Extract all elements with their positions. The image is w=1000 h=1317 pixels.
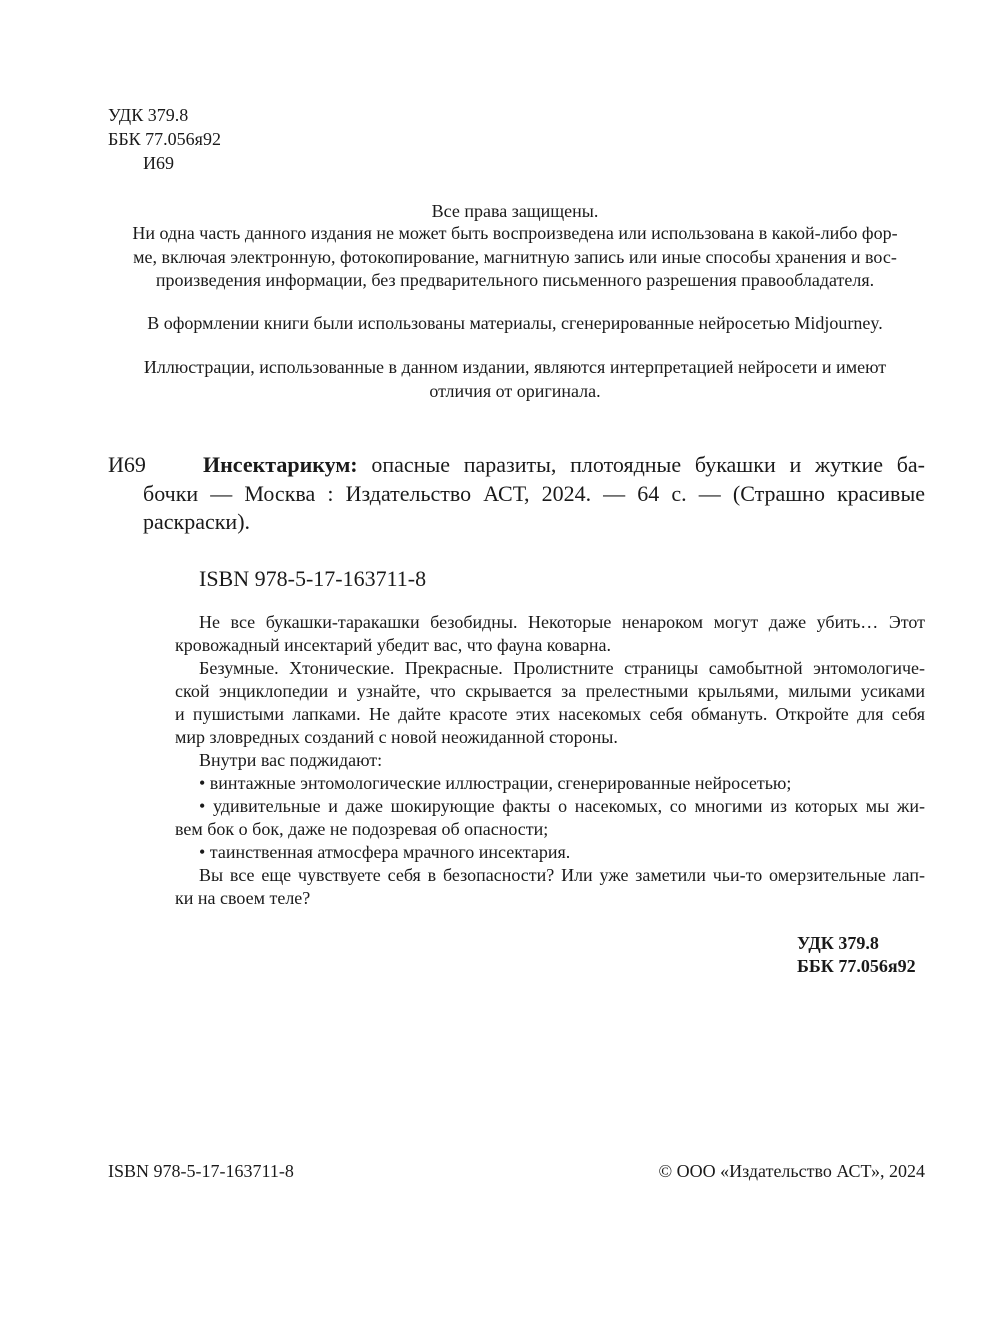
illustrations-note-line: Иллюстрации, использованные в данном издании, являются интерпретацией нейросети и имеют <box>143 357 887 377</box>
midjourney-note: В оформлении книги были использованы материалы, сгенерированные нейросетью Midjourney. <box>147 313 883 333</box>
annotation-line: Безумные. Хтонические. Прекрасные. Пролистните страницы самобытной энтомологиче- <box>199 658 925 678</box>
rights-line: произведения информации, без предварительного письменного разрешения правообладателя. <box>155 270 875 290</box>
annotation-line: Не все букашки-таракашки безобидны. Некоторые ненароком могут даже убить… Этот <box>199 612 925 632</box>
bib-line-2: бочки — Москва : Издательство АСТ, 2024. — 64 с. — (Страшно красивые <box>143 481 925 506</box>
annotation-line: мир зловредных созданий с новой неожиданной стороны. <box>175 727 618 747</box>
udk-code: УДК 379.8 <box>108 105 189 125</box>
bib-mark: И69 <box>108 452 146 477</box>
annotation-line: ской энциклопедии и узнайте, что скрывается за прелестными крыльями, милыми усиками <box>175 681 925 701</box>
bullet-item-continuation: вем бок о бок, даже не подозревая об опасности; <box>175 819 549 839</box>
book-subtitle: опасные паразиты, плотоядные букашки и жуткие ба- <box>357 452 925 477</box>
bbk-code: ББК 77.056я92 <box>108 129 221 149</box>
rights-line: Ни одна часть данного издания не может быть воспроизведена или использована в какой-либо фор- <box>132 223 898 243</box>
author-mark: И69 <box>143 153 174 173</box>
annotation-line: Вы все еще чувствуете себя в безопасности? Или уже заметили чьи-то омерзительные лап- <box>199 865 925 885</box>
bbk-code-bottom: ББК 77.056я92 <box>797 956 916 976</box>
bib-line-3: раскраски). <box>143 509 251 534</box>
bib-line-1 <box>203 452 925 478</box>
rights-heading: Все права защищены. <box>431 201 599 221</box>
annotation-line: ки на своем теле? <box>175 888 311 908</box>
footer-isbn: ISBN 978-5-17-163711-8 <box>108 1161 294 1181</box>
bullet-item: • винтажные энтомологические иллюстрации, сгенерированные нейросетью; <box>199 773 792 793</box>
isbn-record: ISBN 978-5-17-163711-8 <box>199 566 427 591</box>
annotation-line: Внутри вас поджидают: <box>199 750 383 770</box>
book-title: Инсектарикум: <box>203 452 358 477</box>
bullet-item: • удивительные и даже шокирующие факты о насекомых, со многими из которых мы жи- <box>199 796 925 816</box>
illustrations-note-line: отличия от оригинала. <box>429 381 601 401</box>
rights-line: ме, включая электронную, фотокопирование, магнитную запись или иные способы хранения и вос- <box>133 247 897 267</box>
annotation-line: и пушистыми лапками. Не дайте красоте этих насекомых себя обмануть. Откройте для себя <box>175 704 925 724</box>
udk-code-bottom: УДК 379.8 <box>797 933 879 953</box>
bullet-item: • таинственная атмосфера мрачного инсектария. <box>199 842 571 862</box>
footer-copyright: © ООО «Издательство АСТ», 2024 <box>658 1161 925 1181</box>
annotation-line: кровожадный инсектарий убедит вас, что фауна коварна. <box>175 635 612 655</box>
